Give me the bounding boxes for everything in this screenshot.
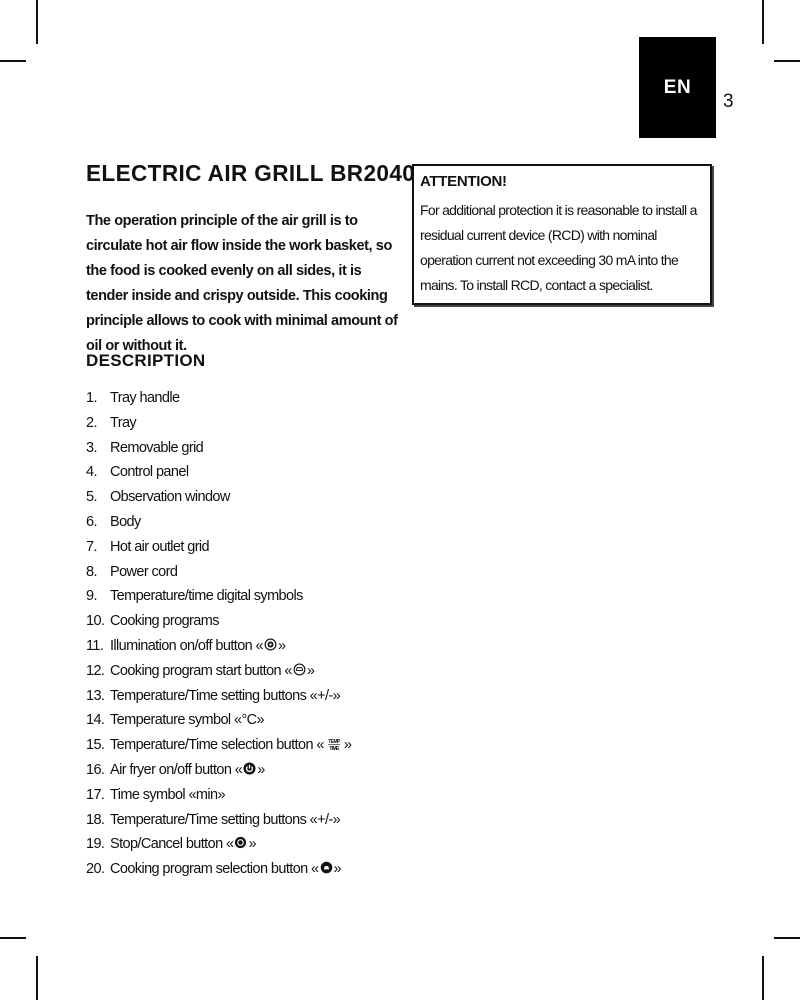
item-number: 20. (86, 861, 105, 878)
power-icon (243, 759, 256, 772)
language-tab: EN (639, 37, 716, 138)
description-item (86, 733, 351, 758)
item-number: 4. (86, 464, 97, 481)
item-number: 2. (86, 414, 97, 431)
item-text: Air fryer on/off button « (110, 761, 243, 778)
description-item (86, 510, 351, 535)
item-text: Temperature/time digital symbols (110, 588, 303, 605)
temp-label: TEMP (328, 739, 340, 746)
description-item (86, 634, 351, 659)
item-text: Temperature/Time setting buttons «+/-» (110, 811, 341, 828)
stop-icon (234, 833, 247, 846)
item-text: Removable grid (110, 439, 204, 456)
crop-mark-top-right-horizontal (774, 60, 800, 62)
temp-time-icon (325, 735, 343, 752)
description-item (86, 857, 351, 882)
item-text: Cooking program selection button « (110, 861, 319, 878)
item-number: 15. (86, 737, 105, 754)
crop-mark-top-left-vertical (36, 0, 38, 44)
item-number: 9. (86, 588, 97, 605)
item-number: 8. (86, 563, 97, 580)
item-number: 6. (86, 513, 97, 530)
illumination-icon (264, 635, 277, 648)
item-suffix: » (278, 637, 286, 654)
item-suffix: » (248, 836, 256, 853)
description-item (86, 485, 351, 510)
item-number: 14. (86, 712, 105, 729)
item-number: 13. (86, 687, 105, 704)
description-item (86, 386, 351, 411)
item-number: 12. (86, 662, 105, 679)
item-suffix: » (257, 761, 265, 778)
description-item (86, 411, 351, 436)
item-text: Temperature symbol «°C» (110, 712, 264, 729)
crop-mark-bottom-right-vertical (762, 956, 764, 1000)
item-suffix: » (333, 861, 341, 878)
crop-mark-top-left-horizontal (0, 60, 26, 62)
page-title: ELECTRIC AIR GRILL BR2040 (86, 160, 416, 186)
description-list (86, 386, 351, 882)
item-number: 18. (86, 811, 105, 828)
description-item (86, 684, 351, 709)
description-item (86, 460, 351, 485)
item-text: Cooking program start button « (110, 662, 292, 679)
attention-title: ATTENTION! (420, 173, 507, 190)
item-text: Stop/Cancel button « (110, 836, 234, 853)
item-text: Tray handle (110, 390, 180, 406)
item-suffix: » (343, 737, 352, 754)
description-heading: DESCRIPTION (86, 351, 206, 370)
crop-mark-bottom-left-horizontal (0, 937, 26, 939)
item-text: Cooking programs (110, 613, 219, 630)
item-text: Temperature/Time selection button « (110, 737, 324, 754)
description-item (86, 560, 351, 585)
item-number: 11. (86, 637, 104, 654)
program-icon (320, 858, 333, 871)
item-number: 5. (86, 489, 97, 506)
attention-text: For additional protection it is reasonable to install a residual current device (RCD) with nominal operation current not exceeding 30 mA into the mains. To install RCD, contact a specialist. (420, 202, 697, 293)
item-number: 17. (86, 786, 105, 803)
item-number: 3. (86, 439, 97, 456)
start-icon (293, 660, 306, 673)
time-label: TIME (329, 746, 339, 752)
description-item (86, 609, 351, 634)
item-text: Body (110, 513, 141, 530)
description-item (86, 584, 351, 609)
crop-mark-top-right-vertical (762, 0, 764, 44)
attention-box (412, 164, 712, 305)
description-item (86, 436, 351, 461)
description-item (86, 659, 351, 684)
item-text: Time symbol «min» (110, 786, 225, 803)
item-text: Control panel (110, 464, 189, 481)
item-suffix: » (306, 662, 315, 679)
item-number: 7. (86, 538, 97, 555)
item-text: Tray (110, 414, 137, 431)
description-item (86, 708, 351, 733)
item-number: 16. (86, 761, 105, 778)
item-number: 10. (86, 613, 105, 630)
description-item (86, 535, 351, 560)
description-item (86, 832, 351, 857)
intro-paragraph: The operation principle of the air grill is to circulate hot air flow inside the work basket, so the food is cooked evenly on all sides, it is tender inside and crispy outside. This cooking principle allows to cook with minimal amount of oil or without it. (86, 213, 398, 354)
item-text: Power cord (110, 563, 178, 580)
item-number: 19. (86, 836, 105, 853)
item-text: Observation window (110, 489, 230, 506)
item-text: Hot air outlet grid (110, 538, 210, 555)
description-item (86, 808, 351, 833)
description-item (86, 783, 351, 808)
crop-mark-bottom-right-horizontal (774, 937, 800, 939)
crop-mark-bottom-left-vertical (36, 956, 38, 1000)
item-text: Illumination on/off button « (110, 637, 264, 654)
page-number: 3 (723, 91, 734, 112)
item-number: 1. (86, 390, 97, 406)
item-text: Temperature/Time setting buttons «+/-» (110, 687, 341, 704)
description-item (86, 758, 351, 783)
